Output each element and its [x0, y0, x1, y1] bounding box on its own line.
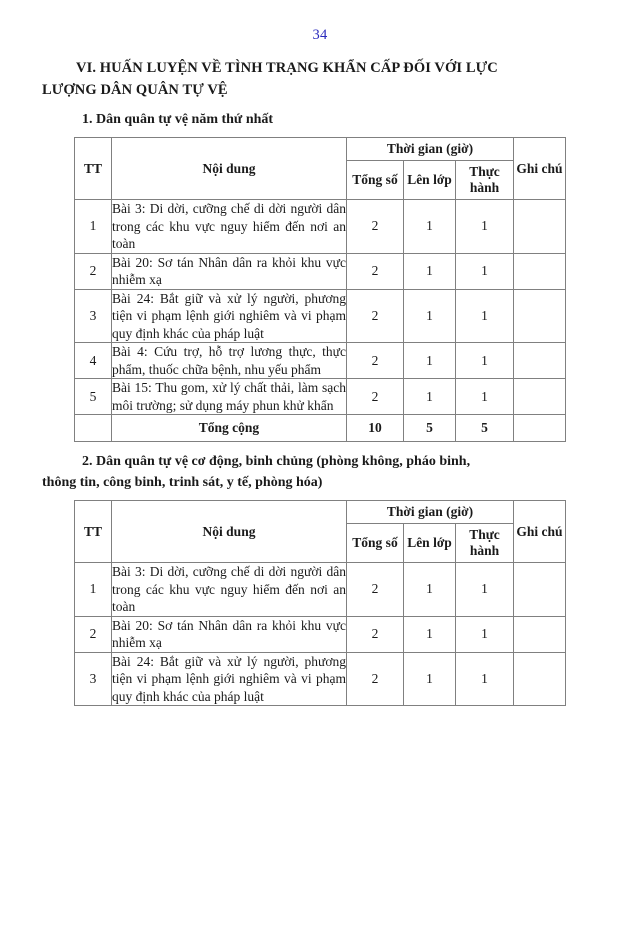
row-tong-so: 2: [347, 343, 404, 379]
header-thuc-hanh: Thực hành: [456, 524, 514, 563]
table-row: [75, 379, 566, 415]
total-ghi-chu: [514, 415, 566, 442]
row-thuc-hanh: 1: [456, 289, 514, 343]
section-heading-line-2: LƯỢNG DÂN QUÂN TỰ VỆ: [42, 82, 228, 98]
table-row: [75, 253, 566, 289]
row-tong-so: 2: [347, 253, 404, 289]
row-content: Bài 3: Di dời, cưỡng chế di dời người dân trong các khu vực nguy hiểm đến nơi an toàn: [112, 564, 346, 614]
page-number: 34: [312, 27, 328, 43]
table-row: [75, 343, 566, 379]
row-tong-so: 2: [347, 563, 404, 617]
header-tong-so: Tổng số: [347, 161, 404, 200]
header-noi-dung: Nội dung: [112, 138, 347, 200]
row-len-lop: 1: [404, 289, 456, 343]
row-tong-so: 2: [347, 652, 404, 706]
row-content: Bài 20: Sơ tán Nhân dân ra khỏi khu vực nhiễm xạ: [112, 254, 346, 287]
table-total-row: [75, 415, 566, 442]
total-tong-so: 10: [347, 415, 404, 442]
row-ghi-chu: [514, 616, 566, 652]
row-tong-so: 2: [347, 616, 404, 652]
row-len-lop: 1: [404, 379, 456, 415]
row-ghi-chu: [514, 343, 566, 379]
header-ghi-chu: Ghi chú: [514, 138, 566, 200]
row-index: 4: [75, 343, 112, 379]
header-tong-so: Tổng số: [347, 524, 404, 563]
header-len-lop: Lên lớp: [404, 524, 456, 563]
row-len-lop: 1: [404, 253, 456, 289]
row-content: Bài 20: Sơ tán Nhân dân ra khỏi khu vực nhiễm xạ: [112, 617, 346, 650]
row-ghi-chu: [514, 253, 566, 289]
row-len-lop: 1: [404, 343, 456, 379]
row-content: Bài 24: Bắt giữ và xử lý người, phương tiện vi phạm lệnh giới nghiêm và vi phạm quy định khác của pháp luật: [112, 653, 346, 704]
row-index: 3: [75, 289, 112, 343]
header-thuc-hanh: Thực hành: [456, 161, 514, 200]
sub-heading-2-line-2: thông tin, công binh, trinh sát, y tế, phòng hóa): [42, 475, 323, 490]
header-tt: TT: [75, 501, 112, 563]
row-index: 5: [75, 379, 112, 415]
row-index: 2: [75, 253, 112, 289]
table-row: [75, 200, 566, 254]
table-row: [75, 616, 566, 652]
row-content: Bài 24: Bắt giữ và xử lý người, phương tiện vi phạm lệnh giới nghiêm và vi phạm quy định khác của pháp luật: [112, 290, 346, 341]
sub-heading-1: 1. Dân quân tự vệ năm thứ nhất: [82, 112, 274, 127]
row-thuc-hanh: 1: [456, 253, 514, 289]
row-ghi-chu: [514, 200, 566, 254]
header-thoi-gian: Thời gian (giờ): [347, 501, 514, 524]
row-index: 1: [75, 563, 112, 617]
row-ghi-chu: [514, 563, 566, 617]
total-len-lop: 5: [404, 415, 456, 442]
header-thoi-gian: Thời gian (giờ): [347, 138, 514, 161]
row-content: Bài 3: Di dời, cưỡng chế di dời người dân trong các khu vực nguy hiểm đến nơi an toàn: [112, 201, 346, 251]
total-blank: [75, 415, 112, 442]
row-content: Bài 15: Thu gom, xử lý chất thải, làm sạch môi trường; sử dụng máy phun khử khẩn: [112, 380, 346, 413]
training-table-2: [74, 500, 566, 706]
section-heading-vi: [42, 57, 598, 101]
row-index: 2: [75, 616, 112, 652]
row-thuc-hanh: 1: [456, 379, 514, 415]
row-len-lop: 1: [404, 563, 456, 617]
training-table-2-block: [42, 500, 598, 706]
table-header-row-top: [75, 138, 566, 161]
row-content: Bài 4: Cứu trợ, hỗ trợ lương thực, thực phẩm, thuốc chữa bệnh, nhu yếu phẩm: [112, 344, 346, 377]
header-tt: TT: [75, 138, 112, 200]
header-noi-dung: Nội dung: [112, 501, 347, 563]
sub-heading-2: [42, 451, 598, 493]
row-thuc-hanh: 1: [456, 652, 514, 706]
row-thuc-hanh: 1: [456, 200, 514, 254]
training-table-1-block: [42, 137, 598, 442]
table-2-body: [75, 563, 566, 706]
row-tong-so: 2: [347, 379, 404, 415]
row-tong-so: 2: [347, 289, 404, 343]
document-page: [0, 27, 640, 932]
row-thuc-hanh: 1: [456, 616, 514, 652]
row-ghi-chu: [514, 289, 566, 343]
total-thuc-hanh: 5: [456, 415, 514, 442]
row-tong-so: 2: [347, 200, 404, 254]
header-ghi-chu: Ghi chú: [514, 501, 566, 563]
training-table-1: [74, 137, 566, 442]
row-len-lop: 1: [404, 200, 456, 254]
row-len-lop: 1: [404, 652, 456, 706]
row-thuc-hanh: 1: [456, 343, 514, 379]
table-1-head: [75, 138, 566, 200]
table-1-body: [75, 200, 566, 442]
table-row: [75, 652, 566, 706]
header-len-lop: Lên lớp: [404, 161, 456, 200]
row-index: 3: [75, 652, 112, 706]
table-header-row-top: [75, 501, 566, 524]
total-label: Tổng cộng: [112, 415, 347, 442]
row-ghi-chu: [514, 652, 566, 706]
row-ghi-chu: [514, 379, 566, 415]
row-thuc-hanh: 1: [456, 563, 514, 617]
table-2-head: [75, 501, 566, 563]
section-heading-line-1: VI. HUẤN LUYỆN VỀ TÌNH TRẠNG KHẨN CẤP ĐỐI VỚI LỰC: [76, 60, 498, 76]
table-row: [75, 563, 566, 617]
sub-heading-2-line-1: 2. Dân quân tự vệ cơ động, binh chủng (phòng không, pháo binh,: [82, 454, 471, 469]
table-row: [75, 289, 566, 343]
row-len-lop: 1: [404, 616, 456, 652]
row-index: 1: [75, 200, 112, 254]
